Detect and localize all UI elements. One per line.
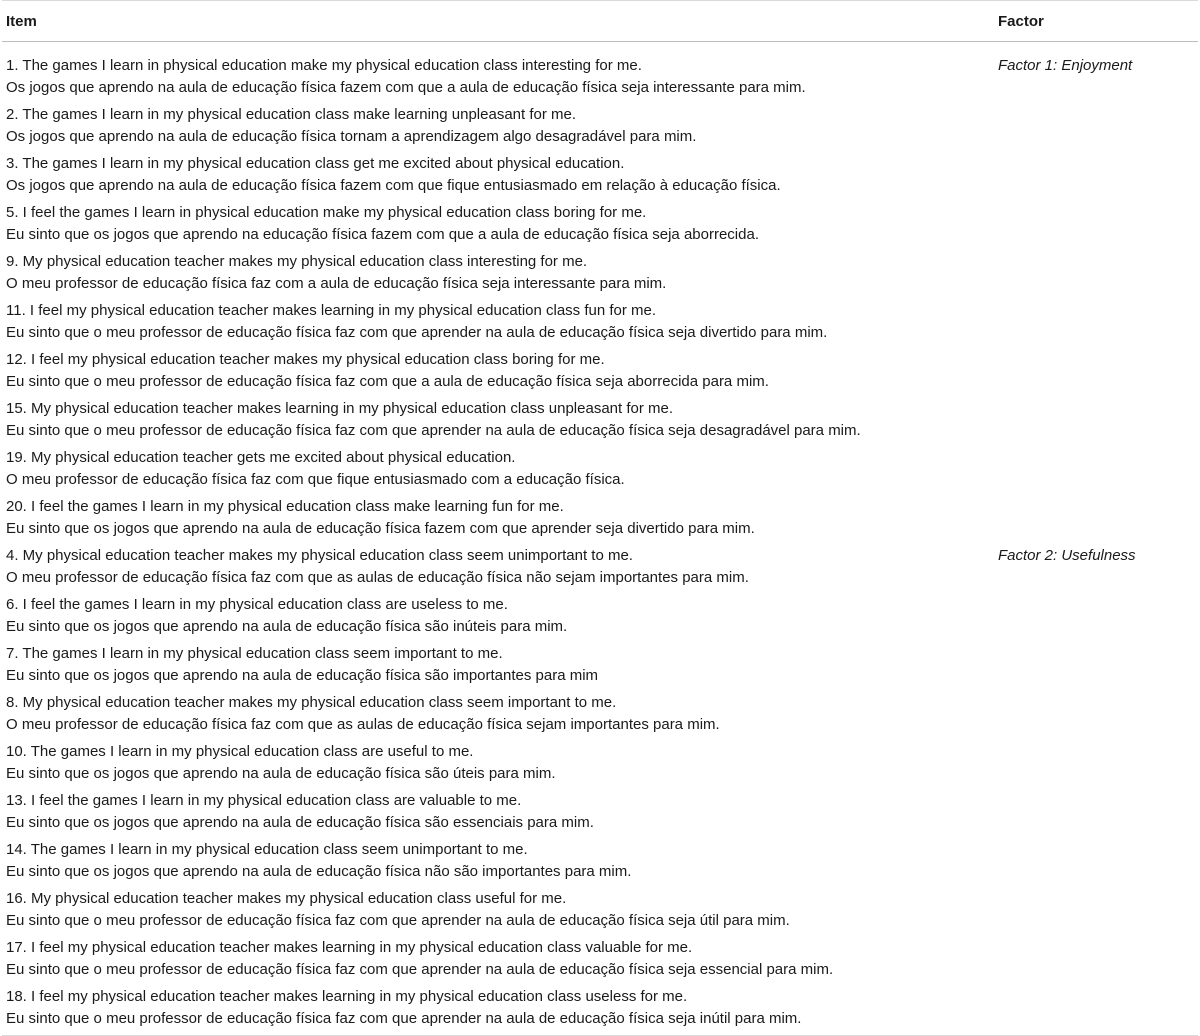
factor-cell (994, 888, 1198, 937)
table-row (2, 104, 1198, 153)
item-cell (2, 42, 994, 105)
item-text-portuguese: O meu professor de educação física faz com que fique entusiasmado com a educação física. (6, 471, 625, 489)
table-row (2, 202, 1198, 251)
item-cell (2, 643, 994, 692)
item-text-english: 18. I feel my physical education teacher makes learning in my physical education class useless for me. (6, 988, 688, 1005)
table-row (2, 692, 1198, 741)
item-text-english: 17. I feel my physical education teacher makes learning in my physical education class valuable for me. (6, 939, 693, 956)
item-cell (2, 888, 994, 937)
table-row (2, 496, 1198, 545)
item-text-portuguese: Eu sinto que o meu professor de educação física faz com que aprender na aula de educação física seja útil para mim. (6, 912, 790, 930)
factor-cell (994, 839, 1198, 888)
item-cell (2, 741, 994, 790)
item-cell (2, 153, 994, 202)
item-cell (2, 447, 994, 496)
table-row (2, 398, 1198, 447)
item-cell (2, 986, 994, 1036)
item-text-portuguese: O meu professor de educação física faz com que as aulas de educação física não sejam importantes para mim. (6, 569, 749, 587)
column-header-factor: Factor (994, 1, 1198, 42)
item-text-english: 1. The games I learn in physical education make my physical education class interesting for me. (6, 57, 642, 74)
factor-cell (994, 741, 1198, 790)
item-text-english: 14. The games I learn in my physical education class seem unimportant to me. (6, 841, 528, 858)
item-cell (2, 251, 994, 300)
factor-cell (994, 300, 1198, 349)
item-cell (2, 594, 994, 643)
item-text-english: 12. I feel my physical education teacher makes my physical education class boring for me. (6, 351, 605, 368)
item-text-portuguese: O meu professor de educação física faz com que as aulas de educação física sejam importantes para mim. (6, 716, 720, 734)
factor-cell (994, 986, 1198, 1036)
table-row (2, 986, 1198, 1036)
factor-cell (994, 398, 1198, 447)
table-row (2, 643, 1198, 692)
item-cell (2, 692, 994, 741)
item-text-english: 16. My physical education teacher makes my physical education class useful for me. (6, 890, 567, 907)
items-table (2, 0, 1198, 1036)
factor-cell (994, 153, 1198, 202)
item-text-english: 19. My physical education teacher gets me excited about physical education. (6, 449, 516, 466)
factor-cell (994, 545, 1198, 594)
item-text-portuguese: O meu professor de educação física faz com a aula de educação física seja interessante para mim. (6, 275, 667, 293)
table-row (2, 251, 1198, 300)
item-text-portuguese: Eu sinto que o meu professor de educação física faz com que aprender na aula de educação física seja desagradável para mim. (6, 422, 861, 440)
item-text-portuguese: Eu sinto que os jogos que aprendo na aula de educação física são inúteis para mim. (6, 618, 568, 636)
item-text-english: 11. I feel my physical education teacher makes learning in my physical education class fun for me. (6, 302, 657, 319)
item-text-portuguese: Eu sinto que os jogos que aprendo na aula de educação física não são importantes para mim. (6, 863, 632, 881)
item-cell (2, 104, 994, 153)
column-header-item: Item (2, 1, 994, 42)
table-body (2, 42, 1198, 1036)
table-row (2, 447, 1198, 496)
factor-cell (994, 447, 1198, 496)
table-row (2, 888, 1198, 937)
item-cell (2, 790, 994, 839)
item-cell (2, 937, 994, 986)
item-text-portuguese: Eu sinto que o meu professor de educação física faz com que aprender na aula de educação física seja essencial para mim. (6, 961, 834, 979)
factor-cell (994, 349, 1198, 398)
table-row (2, 545, 1198, 594)
item-text-portuguese: Os jogos que aprendo na aula de educação física tornam a aprendizagem algo desagradável para mim. (6, 128, 697, 146)
table-row (2, 839, 1198, 888)
table-row (2, 594, 1198, 643)
item-text-portuguese: Eu sinto que os jogos que aprendo na aula de educação física são essenciais para mim. (6, 814, 594, 832)
item-text-portuguese: Eu sinto que os jogos que aprendo na educação física fazem com que a aula de educação física seja aborrecida. (6, 226, 759, 244)
factor-cell (994, 496, 1198, 545)
item-text-portuguese: Eu sinto que os jogos que aprendo na aula de educação física fazem com que aprender seja divertido para mim. (6, 520, 755, 538)
factor-label: Factor 2: Usefulness (998, 547, 1136, 564)
item-text-english: 7. The games I learn in my physical education class seem important to me. (6, 645, 503, 662)
factor-cell (994, 692, 1198, 741)
item-text-portuguese: Eu sinto que o meu professor de educação física faz com que aprender na aula de educação física seja divertido para mim. (6, 324, 828, 342)
item-cell (2, 839, 994, 888)
table-row (2, 741, 1198, 790)
item-text-portuguese: Eu sinto que o meu professor de educação física faz com que a aula de educação física seja aborrecida para mim. (6, 373, 769, 391)
item-text-portuguese: Eu sinto que os jogos que aprendo na aula de educação física são úteis para mim. (6, 765, 556, 783)
item-cell (2, 349, 994, 398)
item-text-portuguese: Eu sinto que o meu professor de educação física faz com que aprender na aula de educação física seja inútil para mim. (6, 1010, 802, 1028)
table-row (2, 300, 1198, 349)
item-cell (2, 398, 994, 447)
table-row (2, 153, 1198, 202)
item-text-english: 20. I feel the games I learn in my physical education class make learning fun for me. (6, 498, 564, 515)
factor-cell (994, 937, 1198, 986)
item-text-english: 4. My physical education teacher makes my physical education class seem unimportant to me. (6, 547, 633, 564)
factor-cell (994, 42, 1198, 105)
item-cell (2, 300, 994, 349)
item-text-portuguese: Os jogos que aprendo na aula de educação física fazem com que a aula de educação física seja interessante para mim. (6, 79, 806, 97)
item-cell (2, 202, 994, 251)
item-text-english: 2. The games I learn in my physical education class make learning unpleasant for me. (6, 106, 577, 123)
item-text-english: 9. My physical education teacher makes my physical education class interesting for me. (6, 253, 588, 270)
table-row (2, 42, 1198, 105)
item-text-english: 15. My physical education teacher makes learning in my physical education class unpleasant for me. (6, 400, 674, 417)
factor-cell (994, 104, 1198, 153)
factor-cell (994, 202, 1198, 251)
item-text-english: 5. I feel the games I learn in physical education make my physical education class boring for me. (6, 204, 647, 221)
item-text-english: 13. I feel the games I learn in my physical education class are valuable to me. (6, 792, 522, 809)
factor-cell (994, 790, 1198, 839)
item-cell (2, 545, 994, 594)
item-text-english: 8. My physical education teacher makes my physical education class seem important to me. (6, 694, 617, 711)
item-text-portuguese: Os jogos que aprendo na aula de educação física fazem com que fique entusiasmado em relação à educação física. (6, 177, 781, 195)
factor-cell (994, 251, 1198, 300)
item-cell (2, 496, 994, 545)
item-text-english: 3. The games I learn in my physical education class get me excited about physical education. (6, 155, 625, 172)
table-row (2, 790, 1198, 839)
factor-cell (994, 643, 1198, 692)
table-row (2, 349, 1198, 398)
item-text-english: 10. The games I learn in my physical education class are useful to me. (6, 743, 474, 760)
table-row (2, 937, 1198, 986)
table-header-row (2, 1, 1198, 42)
factor-label: Factor 1: Enjoyment (998, 57, 1133, 74)
item-text-portuguese: Eu sinto que os jogos que aprendo na aula de educação física são importantes para mim (6, 667, 599, 685)
item-text-english: 6. I feel the games I learn in my physical education class are useless to me. (6, 596, 508, 613)
factor-cell (994, 594, 1198, 643)
